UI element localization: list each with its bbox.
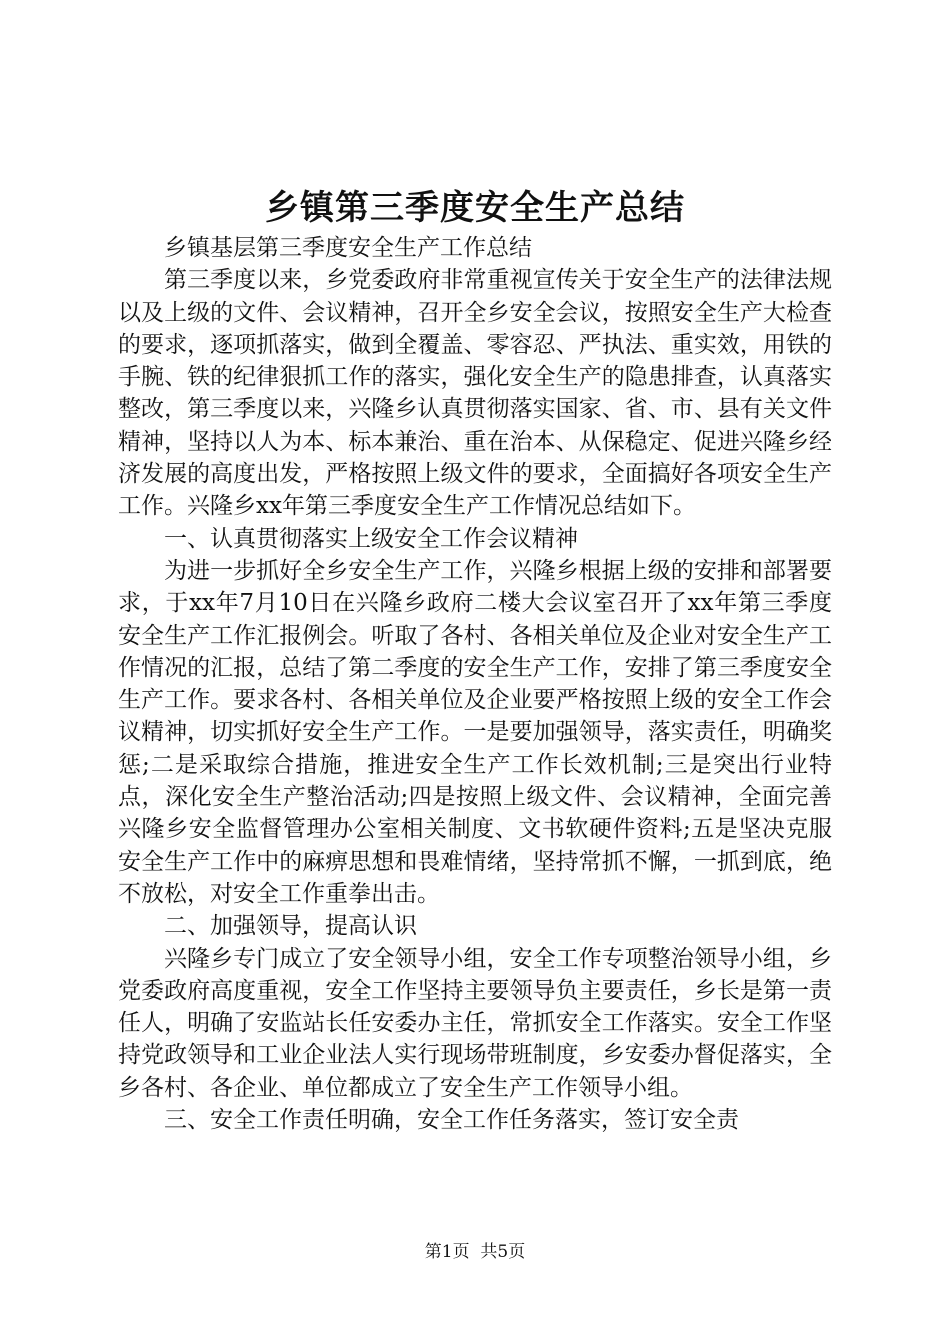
page-number: 第1页 bbox=[424, 1242, 470, 1262]
paragraph-intro: 第三季度以来，乡党委政府非常重视宣传关于安全生产的法律法规以及上级的文件、会议精神，召开全乡安全会议，按照安全生产大检查的要求，逐项抓落实，做到全覆盖、零容忍、严执法、重实效，用铁的手腕、铁的纪律狠抓工作的落实，强化安全生产的隐患排查，认真落实整改，第三季度以来，兴隆乡认真贯彻落实国家、省、市、县有关文件精神，坚持以人为本、标本兼治、重在治本、从保稳定、促进兴隆乡经济发展的高度出发，严格按照上级文件的要求，全面搞好各项安全生产工作。兴隆乡xx年第三季度安全生产工作情况总结如下。 bbox=[118, 267, 832, 520]
document-body bbox=[118, 232, 832, 1136]
page-footer bbox=[0, 1241, 950, 1263]
section-heading-2: 二、加强领导，提高认识 bbox=[164, 913, 417, 940]
page-total: 共5页 bbox=[480, 1242, 526, 1262]
paragraph-section-1: 为进一步抓好全乡安全生产工作，兴隆乡根据上级的安排和部署要求，于xx年7月10日在兴隆乡政府二楼大会议室召开了xx年第三季度安全生产工作汇报例会。听取了各村、各相关单位及企业对安全生产工作情况的汇报，总结了第二季度的安全生产工作，安排了第三季度安全生产工作。要求各村、各相关单位及企业要严格按照上级的安全工作会议精神，切实抓好安全生产工作。一是要加强领导，落实责任，明确奖惩;二是采取综合措施，推进安全生产工作长效机制;三是突出行业特点，深化安全生产整治活动;四是按照上级文件、会议精神，全面完善兴隆乡安全监督管理办公室相关制度、文书软硬件资料;五是坚决克服安全生产工作中的麻痹思想和畏难情绪，坚持常抓不懈，一抓到底，绝不放松，对安全工作重拳出击。 bbox=[118, 557, 832, 907]
paragraph-subtitle: 乡镇基层第三季度安全生产工作总结 bbox=[164, 235, 532, 261]
document-title: 乡镇第三季度安全生产总结 bbox=[265, 188, 685, 228]
paragraph-section-2: 兴隆乡专门成立了安全领导小组，安全工作专项整治领导小组，乡党委政府高度重视，安全工作坚持主要领导负主要责任，乡长是第一责任人，明确了安监站长任安委办主任，常抓安全工作落实。安全工作坚持党政领导和工业企业法人实行现场带班制度，乡安委办督促落实，全乡各村、各企业、单位都成立了安全生产工作领导小组。 bbox=[118, 945, 832, 1101]
section-heading-3: 三、安全工作责任明确，安全工作任务落实，签订安全责 bbox=[164, 1107, 739, 1134]
section-heading-1: 一、认真贯彻落实上级安全工作会议精神 bbox=[164, 525, 578, 552]
